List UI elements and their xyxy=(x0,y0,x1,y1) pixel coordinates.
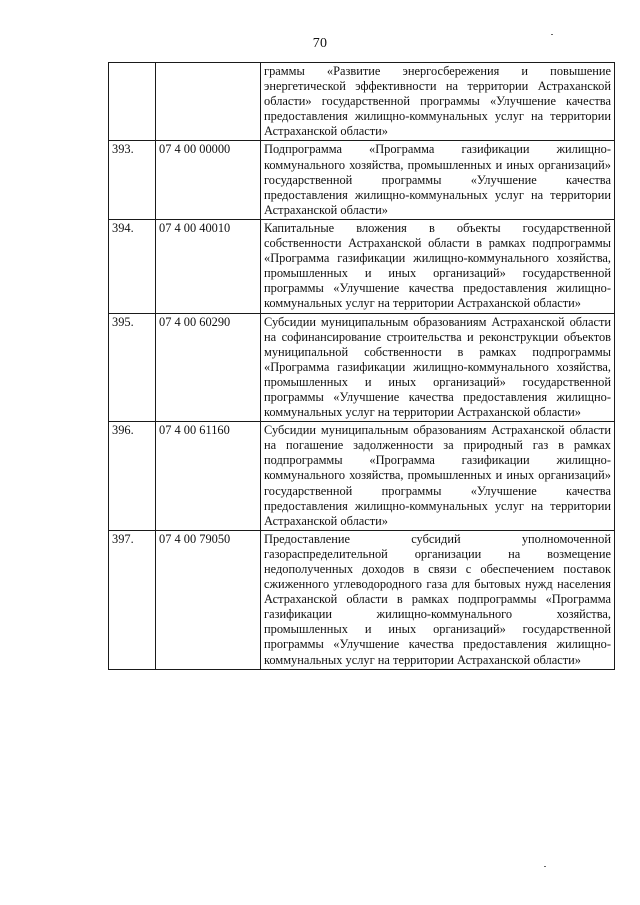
row-number xyxy=(109,63,156,141)
table-row xyxy=(109,530,615,669)
budget-code: 07 4 00 60290 xyxy=(156,313,261,422)
table-row xyxy=(109,313,615,422)
table-row xyxy=(109,219,615,313)
page-number: 70 xyxy=(312,36,328,51)
scan-speck xyxy=(544,866,546,867)
budget-code-table xyxy=(108,62,615,670)
row-description: Капитальные вложения в объекты государственной собственности Астраханской области в рамках подпрограммы «Программа газификации жилищно-коммунального хозяйства, промышленных и иных организаций» государственной программы «Улучшение качества предоставления жилищно-коммунальных услуг на территории Астраханской области» xyxy=(261,219,615,313)
row-description: Субсидии муниципальным образованиям Астраханской области на софинансирование строительства и реконструкции объектов муниципальной собственности в рамках подпрограммы «Программа газификации жилищно-коммунального хозяйства, промышленных и иных организаций» государственной программы «Улучшение качества предоставления жилищно-коммунальных услуг на территории Астраханской области» xyxy=(261,313,615,422)
budget-code: 07 4 00 61160 xyxy=(156,422,261,531)
budget-code: 07 4 00 79050 xyxy=(156,530,261,669)
table-row xyxy=(109,63,615,141)
budget-code: 07 4 00 40010 xyxy=(156,219,261,313)
row-number: 393. xyxy=(109,141,156,219)
budget-code: 07 4 00 00000 xyxy=(156,141,261,219)
row-description: граммы «Развитие энергосбережения и повышение энергетической эффективности на территории Астраханской области» государственной программы «Улучшение качества предоставления жилищно-коммунальных услуг на территории Астраханской области» xyxy=(261,63,615,141)
row-number: 396. xyxy=(109,422,156,531)
row-number: 395. xyxy=(109,313,156,422)
scan-speck xyxy=(551,34,553,35)
row-number: 394. xyxy=(109,219,156,313)
row-description: Предоставление субсидий уполномоченной газораспределительной организации на возмещение недополученных доходов в связи с обеспечением поставок сжиженного углеводородного газа для бытовых нужд населения Астраханской области в рамках подпрограммы «Программа газификации жилищно-коммунального хозяйства, промышленных и иных организаций» государственной программы «Улучшение качества предоставления жилищно-коммунальных услуг на территории Астраханской области» xyxy=(261,530,615,669)
row-description: Подпрограмма «Программа газификации жилищно-коммунального хозяйства, промышленных и иных организаций» государственной программы «Улучшение качества предоставления жилищно-коммунальных услуг на территории Астраханской области» xyxy=(261,141,615,219)
row-description: Субсидии муниципальным образованиям Астраханской области на погашение задолженности за природный газ в рамках подпрограммы «Программа газификации жилищно-коммунального хозяйства, промышленных и иных организаций» государственной программы «Улучшение качества предоставления жилищно-коммунальных услуг на территории Астраханской области» xyxy=(261,422,615,531)
row-number: 397. xyxy=(109,530,156,669)
table-row xyxy=(109,141,615,219)
table-row xyxy=(109,422,615,531)
budget-code xyxy=(156,63,261,141)
